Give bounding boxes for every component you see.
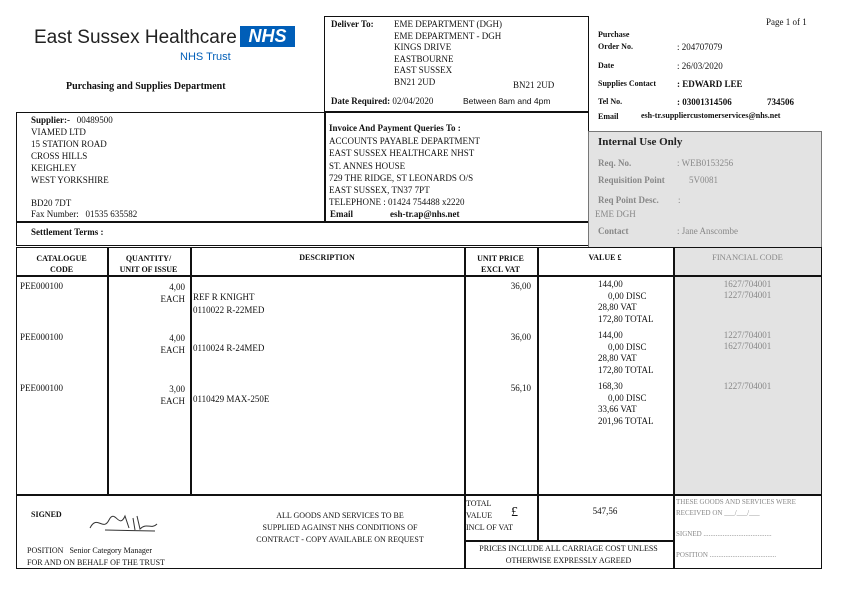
address-line: ST. ANNES HOUSE <box>329 160 406 171</box>
department: Purchasing and Supplies Department <box>66 81 226 92</box>
deliver-address <box>394 19 502 88</box>
unit-price: 56,10 <box>510 383 531 393</box>
received-text: THESE GOODS AND SERVICES WERE RECEIVED ON ___/___/___ <box>676 498 796 517</box>
tel: : 03001314506 <box>677 97 732 107</box>
po-label: Order No. <box>598 42 633 51</box>
invoice-email-label: Email <box>330 209 354 219</box>
quantity: 4,00 EACH <box>160 282 185 304</box>
description: REF R KNIGHT 0110022 R-22MED <box>193 292 265 315</box>
address-line: EAST SUSSEX HEALTHCARE NHST <box>329 148 475 159</box>
catalogue-code: PEE000100 <box>20 281 64 291</box>
header-value: VALUE £ <box>588 253 622 262</box>
trust-name: NHS Trust <box>180 51 231 63</box>
financial-code: 1227/704001 <box>723 381 772 391</box>
total-value: 547,56 <box>592 506 618 516</box>
header-unit-price: UNIT PRICE EXCL VAT <box>477 254 524 274</box>
address-line: EAST SUSSEX <box>394 65 453 75</box>
invoice-address <box>329 135 480 209</box>
quantity: 3,00 EACH <box>160 384 185 406</box>
header-description: DESCRIPTION <box>299 253 355 262</box>
ext: 734506 <box>767 97 794 107</box>
invoice-label: Invoice And Payment Queries To : <box>329 123 461 133</box>
financial-code: 1227/704001 1627/704001 <box>723 330 772 351</box>
internal-contact: : Jane Anscombe <box>677 226 738 236</box>
org-name: East Sussex Healthcare <box>34 27 237 48</box>
supplier-postcode: BD20 7DT <box>31 198 72 208</box>
settlement-terms: Settlement Terms : <box>31 227 104 237</box>
address-line: EME DEPARTMENT - DGH <box>394 30 502 41</box>
supplier-address <box>31 126 109 186</box>
point-label: Requisition Point <box>598 175 665 185</box>
conditions-text: ALL GOODS AND SERVICES TO BE SUPPLIED AGAINST NHS CONDITIONS OF CONTRACT - COPY AVAILABLE ON REQUEST <box>256 511 424 544</box>
address-line: KINGS DRIVE <box>394 42 452 52</box>
carriage-note: PRICES INCLUDE ALL CARRIAGE COST UNLESS OTHERWISE EXPRESSLY AGREED <box>479 544 658 565</box>
catalogue-code: PEE000100 <box>20 383 64 393</box>
delivery-window: Between 8am and 4pm <box>463 96 551 106</box>
internal-title: Internal Use Only <box>598 136 683 148</box>
value-breakdown: 144,00 0,00 DISC 28,80 VAT 172,80 TOTAL <box>598 330 654 375</box>
email-label: Email <box>598 112 619 121</box>
address-line: BN21 2UD <box>394 76 436 87</box>
signature-image <box>85 510 165 534</box>
date-required-label: Date Required: <box>331 96 391 106</box>
invoice-email-link[interactable]: esh-tr.ap@nhs.net <box>390 209 460 219</box>
supplier-code: 00489500 <box>76 115 113 125</box>
req-number: : WEB0153256 <box>677 158 734 168</box>
value-breakdown: 168,30 0,00 DISC 33,66 VAT 201,96 TOTAL <box>598 381 654 426</box>
position-value: Senior Category Manager <box>69 546 153 555</box>
address-line: TELEPHONE : 01424 754488 x2220 <box>329 197 465 208</box>
address-line: EME DEPARTMENT (DGH) <box>394 19 502 29</box>
nhs-logo: NHS <box>240 26 295 47</box>
supplier-label: Supplier:- <box>31 115 71 125</box>
po-number: : 204707079 <box>677 42 723 52</box>
desc-colon: : <box>678 195 681 205</box>
address-line: CROSS HILLS <box>31 151 88 161</box>
catalogue-code: PEE000100 <box>20 332 64 342</box>
tel-label: Tel No. <box>598 97 623 106</box>
header-financial-code: FINANCIAL CODE <box>712 252 783 262</box>
header-catalogue-code: CATALOGUE CODE <box>36 254 87 274</box>
desc-label: Req Point Desc. <box>598 195 659 205</box>
email-link[interactable]: esh-tr.suppliercustomerservices@nhs.net <box>641 111 781 120</box>
address-line: VIAMED LTD <box>31 127 86 137</box>
order-date: : 26/03/2020 <box>677 61 723 71</box>
position-label: POSITION <box>27 546 64 555</box>
received-signed: SIGNED ....................................... <box>676 530 772 538</box>
on-behalf: FOR AND ON BEHALF OF THE TRUST <box>27 558 165 567</box>
page-number: Page 1 of 1 <box>766 17 807 27</box>
unit-price: 36,00 <box>510 281 531 291</box>
req-point-desc: EME DGH <box>595 209 636 219</box>
address-line: 15 STATION ROAD <box>31 139 107 149</box>
unit-price: 36,00 <box>510 332 531 342</box>
value-breakdown: 144,00 0,00 DISC 28,80 VAT 172,80 TOTAL <box>598 279 654 324</box>
date-label: Date <box>598 61 614 70</box>
financial-code: 1627/704001 1227/704001 <box>723 279 772 300</box>
description: 0110024 R-24MED <box>193 343 265 353</box>
address-line: WEST YORKSHIRE <box>31 175 109 185</box>
address-line: 729 THE RIDGE, ST LEONARDS O/S <box>329 172 474 183</box>
date-required: 02/04/2020 <box>392 96 434 106</box>
signed-label: SIGNED <box>31 510 62 519</box>
header-quantity: QUANTITY/ UNIT OF ISSUE <box>119 254 178 274</box>
supplies-contact: : EDWARD LEE <box>677 79 743 89</box>
deliver-postcode: BN21 2UD <box>513 80 555 90</box>
address-line: ACCOUNTS PAYABLE DEPARTMENT <box>329 136 480 146</box>
contact-label: Supplies Contact <box>598 79 657 88</box>
deliver-label: Deliver To: <box>331 19 374 29</box>
fax-number: 01535 635582 <box>85 209 138 219</box>
req-label: Req. No. <box>598 158 632 168</box>
pound-sign: £ <box>511 505 518 520</box>
po-label: Purchase <box>598 30 630 39</box>
address-line: EASTBOURNE <box>394 53 454 64</box>
fax-label: Fax Number: <box>31 209 79 219</box>
address-line: KEIGHLEY <box>31 163 77 173</box>
quantity: 4,00 EACH <box>160 333 185 355</box>
requisition-point: 5V0081 <box>689 175 718 185</box>
received-position: POSITION ...................................... <box>676 551 777 559</box>
address-line: EAST SUSSEX, TN37 7PT <box>329 185 430 196</box>
total-label: TOTAL VALUE INCL OF VAT <box>466 499 513 532</box>
contact-label: Contact <box>598 226 629 236</box>
description: 0110429 MAX-250E <box>193 394 270 404</box>
